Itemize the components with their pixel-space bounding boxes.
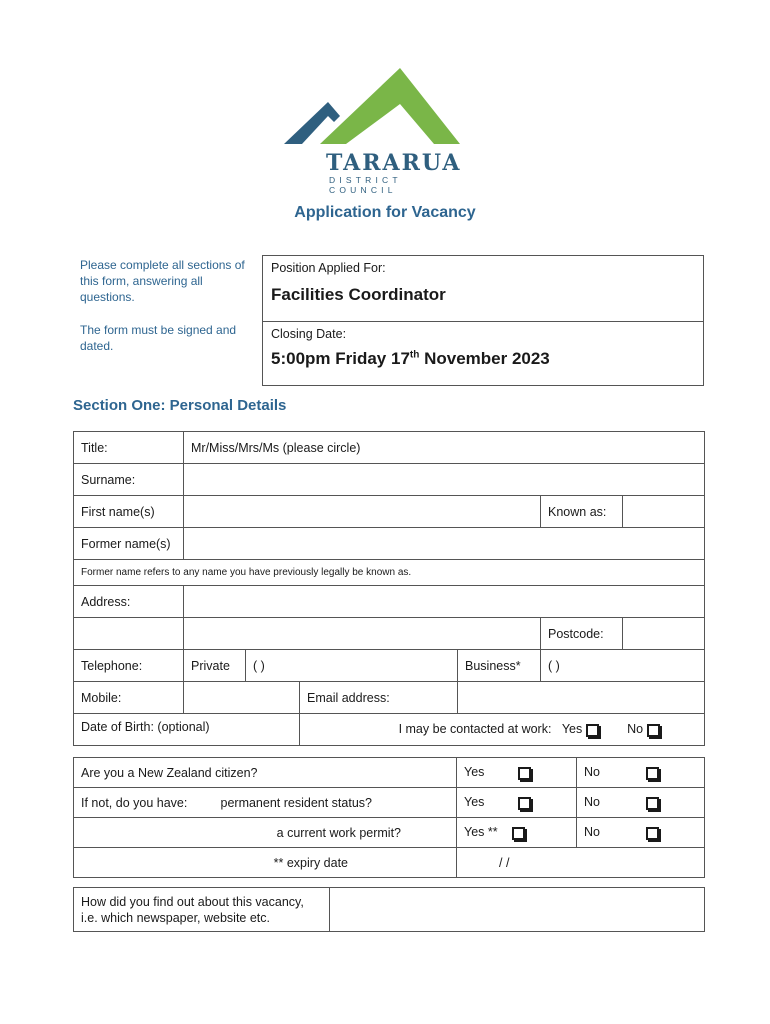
first-names-label: First name(s) <box>74 496 184 528</box>
table-row <box>74 618 705 650</box>
private-phone-field[interactable]: ( ) <box>246 650 458 682</box>
table-row <box>74 650 705 682</box>
table-row <box>74 818 705 848</box>
expiry-label: ** expiry date <box>74 848 457 878</box>
citizen-yes-checkbox[interactable] <box>518 767 531 780</box>
postcode-label: Postcode: <box>541 618 623 650</box>
business-label: Business* <box>458 650 541 682</box>
position-label: Position Applied For: <box>271 261 386 275</box>
resident-no-label: No <box>584 795 600 810</box>
table-row <box>74 888 705 932</box>
telephone-label: Telephone: <box>74 650 184 682</box>
position-value: Facilities Coordinator <box>271 285 446 304</box>
table-row <box>74 432 705 464</box>
closing-date-value <box>271 349 550 369</box>
contact-at-work <box>300 714 705 746</box>
address-continued <box>74 618 184 650</box>
position-box <box>262 255 704 386</box>
surname-label: Surname: <box>74 464 184 496</box>
address-line2-field[interactable] <box>184 618 541 650</box>
citizen-no-checkbox[interactable] <box>646 767 659 780</box>
vacancy-source-question: How did you find out about this vacancy, i.e. which newspaper, website etc. <box>74 888 330 932</box>
postcode-field[interactable] <box>623 618 705 650</box>
permit-yes-checkbox[interactable] <box>512 827 525 840</box>
business-phone-field[interactable]: ( ) <box>541 650 705 682</box>
contact-at-work-label: I may be contacted at work: <box>398 722 552 737</box>
page-title: Application for Vacancy <box>294 204 476 221</box>
mountain-icon <box>282 68 464 148</box>
resident-no <box>577 788 705 818</box>
permit-yes <box>457 818 577 848</box>
work-permit-question: a current work permit? <box>74 818 457 848</box>
council-logo <box>282 68 464 195</box>
title-label: Title: <box>74 432 184 464</box>
former-names-label: Former name(s) <box>74 528 184 560</box>
known-as-label: Known as: <box>541 496 623 528</box>
closing-date-ordinal: th <box>409 349 420 361</box>
table-row <box>74 560 705 586</box>
email-label: Email address: <box>300 682 458 714</box>
table-row <box>74 714 705 746</box>
resident-yes-label: Yes <box>464 795 485 810</box>
known-as-field[interactable] <box>623 496 705 528</box>
logo-subtitle: DISTRICT COUNCIL <box>329 175 402 195</box>
citizen-yes-label: Yes <box>464 765 485 780</box>
former-names-field[interactable] <box>184 528 705 560</box>
table-row <box>74 758 705 788</box>
table-row <box>74 788 705 818</box>
citizenship-table <box>73 757 705 878</box>
logo-name: TARARUA <box>326 150 462 176</box>
former-names-note: Former name refers to any name you have previously legally be known as. <box>74 560 705 586</box>
table-row <box>74 848 705 878</box>
contact-yes-label: Yes <box>561 722 583 737</box>
intro-signature-note: The form must be signed and dated. <box>80 323 237 353</box>
dob-label: Date of Birth: (optional) <box>74 714 300 746</box>
resident-yes <box>457 788 577 818</box>
section-one-title: Section One: Personal Details <box>73 397 287 414</box>
private-label: Private <box>184 650 246 682</box>
citizen-no <box>577 758 705 788</box>
mobile-field[interactable] <box>184 682 300 714</box>
contact-yes-checkbox[interactable] <box>586 724 599 737</box>
table-row <box>74 528 705 560</box>
closing-date-label: Closing Date: <box>271 327 347 341</box>
table-row <box>74 586 705 618</box>
citizen-question: Are you a New Zealand citizen? <box>74 758 457 788</box>
divider <box>263 321 703 322</box>
title-options[interactable]: Mr/Miss/Mrs/Ms (please circle) <box>184 432 705 464</box>
table-row <box>74 682 705 714</box>
mobile-label: Mobile: <box>74 682 184 714</box>
resident-yes-checkbox[interactable] <box>518 797 531 810</box>
closing-date-month: November 2023 <box>419 349 550 368</box>
address-field[interactable] <box>184 586 705 618</box>
first-names-field[interactable] <box>184 496 541 528</box>
vacancy-source-field[interactable] <box>330 888 705 932</box>
resident-prefix: If not, do you have: <box>74 788 214 818</box>
citizen-no-label: No <box>584 765 600 780</box>
resident-question: permanent resident status? <box>220 795 372 810</box>
email-field[interactable] <box>458 682 705 714</box>
expiry-date-field[interactable]: / / <box>457 848 705 878</box>
permit-no-label: No <box>584 825 600 840</box>
contact-no-checkbox[interactable] <box>647 724 660 737</box>
surname-field[interactable] <box>184 464 705 496</box>
intro-instructions: Please complete all sections of this form, answering all questions. <box>80 258 245 304</box>
personal-details-table <box>73 431 705 746</box>
permit-no <box>577 818 705 848</box>
permit-no-checkbox[interactable] <box>646 827 659 840</box>
table-row <box>74 464 705 496</box>
table-row <box>74 496 705 528</box>
resident-no-checkbox[interactable] <box>646 797 659 810</box>
permit-yes-label: Yes ** <box>464 825 498 840</box>
closing-date-day: 5:00pm Friday 17 <box>271 349 410 368</box>
citizen-yes <box>457 758 577 788</box>
address-label: Address: <box>74 586 184 618</box>
contact-no-label: No <box>627 722 644 737</box>
vacancy-source-table <box>73 887 705 932</box>
